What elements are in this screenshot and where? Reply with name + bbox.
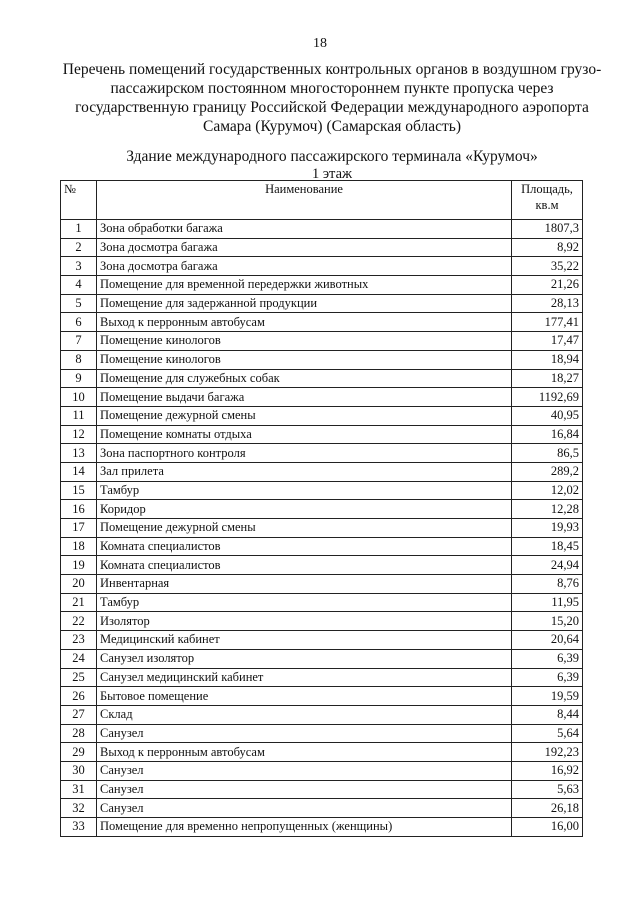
room-name: Помещение кинологов <box>97 350 512 369</box>
room-name: Санузел <box>97 724 512 743</box>
row-number: 26 <box>61 687 97 706</box>
header-name: Наименование <box>97 181 512 220</box>
table-row <box>61 575 583 594</box>
room-area: 18,27 <box>512 369 583 388</box>
table-row <box>61 687 583 706</box>
row-number: 25 <box>61 668 97 687</box>
room-area: 6,39 <box>512 649 583 668</box>
table-row <box>61 724 583 743</box>
room-area: 12,28 <box>512 500 583 519</box>
room-area: 16,84 <box>512 425 583 444</box>
room-area: 19,59 <box>512 687 583 706</box>
table-row <box>61 631 583 650</box>
room-name: Помещение дежурной смены <box>97 519 512 538</box>
room-area: 40,95 <box>512 406 583 425</box>
header-area-line2: кв.м <box>535 198 559 212</box>
row-number: 1 <box>61 220 97 239</box>
room-name: Помещение для задержанной продукции <box>97 294 512 313</box>
header-num: № <box>61 181 97 220</box>
room-name: Зона досмотра багажа <box>97 238 512 257</box>
table-header-row <box>61 181 583 220</box>
row-number: 6 <box>61 313 97 332</box>
row-number: 21 <box>61 593 97 612</box>
room-name: Помещение для временно непропущенных (женщины) <box>97 818 512 837</box>
room-area: 24,94 <box>512 556 583 575</box>
room-name: Помещение выдачи багажа <box>97 388 512 407</box>
table-row <box>61 556 583 575</box>
page-number: 18 <box>313 36 327 51</box>
room-name: Выход к перронным автобусам <box>97 743 512 762</box>
room-area: 289,2 <box>512 462 583 481</box>
room-area: 12,02 <box>512 481 583 500</box>
room-name: Коридор <box>97 500 512 519</box>
table-row <box>61 705 583 724</box>
header-area-line1: Площадь, <box>521 182 573 196</box>
table-row <box>61 612 583 631</box>
room-name: Склад <box>97 705 512 724</box>
row-number: 18 <box>61 537 97 556</box>
row-number: 13 <box>61 444 97 463</box>
room-area: 20,64 <box>512 631 583 650</box>
table-row <box>61 593 583 612</box>
room-area: 16,00 <box>512 818 583 837</box>
floor-label: 1 этаж <box>311 166 353 182</box>
room-area: 86,5 <box>512 444 583 463</box>
room-area: 177,41 <box>512 313 583 332</box>
room-name: Санузел <box>97 799 512 818</box>
room-area: 19,93 <box>512 519 583 538</box>
room-name: Медицинский кабинет <box>97 631 512 650</box>
room-area: 6,39 <box>512 668 583 687</box>
table-row <box>61 761 583 780</box>
room-name: Помещение комнаты отдыха <box>97 425 512 444</box>
room-name: Комната специалистов <box>97 556 512 575</box>
document-title: Перечень помещений государственных контрольных органов в воздушном грузо-пассажирском постоянном многостороннем пункте пропуска через государственную границу Российской Федерации международного аэропорта Самара (Курумоч) (Самарская область) <box>62 61 602 135</box>
row-number: 19 <box>61 556 97 575</box>
table-row <box>61 220 583 239</box>
room-name: Санузел <box>97 761 512 780</box>
row-number: 15 <box>61 481 97 500</box>
room-name: Изолятор <box>97 612 512 631</box>
room-name: Зона досмотра багажа <box>97 257 512 276</box>
row-number: 9 <box>61 369 97 388</box>
row-number: 30 <box>61 761 97 780</box>
room-name: Помещение для временной передержки животных <box>97 276 512 295</box>
room-name: Санузел изолятор <box>97 649 512 668</box>
row-number: 10 <box>61 388 97 407</box>
room-area: 5,64 <box>512 724 583 743</box>
row-number: 16 <box>61 500 97 519</box>
room-area: 1807,3 <box>512 220 583 239</box>
table-row <box>61 350 583 369</box>
table-row <box>61 369 583 388</box>
table-row <box>61 406 583 425</box>
room-name: Помещение дежурной смены <box>97 406 512 425</box>
table-row <box>61 388 583 407</box>
table-row <box>61 668 583 687</box>
row-number: 23 <box>61 631 97 650</box>
table-row <box>61 799 583 818</box>
room-name: Санузел медицинский кабинет <box>97 668 512 687</box>
room-name: Выход к перронным автобусам <box>97 313 512 332</box>
table-row <box>61 425 583 444</box>
table-body <box>61 220 583 837</box>
row-number: 27 <box>61 705 97 724</box>
room-area: 17,47 <box>512 332 583 351</box>
rooms-table <box>60 180 583 837</box>
row-number: 7 <box>61 332 97 351</box>
room-name: Помещение кинологов <box>97 332 512 351</box>
table-row <box>61 743 583 762</box>
table-row <box>61 481 583 500</box>
header-area <box>512 181 583 220</box>
row-number: 4 <box>61 276 97 295</box>
table-row <box>61 462 583 481</box>
row-number: 5 <box>61 294 97 313</box>
row-number: 11 <box>61 406 97 425</box>
table-row <box>61 257 583 276</box>
row-number: 33 <box>61 818 97 837</box>
row-number: 29 <box>61 743 97 762</box>
room-area: 192,23 <box>512 743 583 762</box>
room-area: 8,76 <box>512 575 583 594</box>
room-name: Помещение для служебных собак <box>97 369 512 388</box>
room-area: 21,26 <box>512 276 583 295</box>
building-title: Здание международного пассажирского терминала «Курумоч» <box>126 148 538 165</box>
row-number: 20 <box>61 575 97 594</box>
room-name: Инвентарная <box>97 575 512 594</box>
room-area: 18,45 <box>512 537 583 556</box>
room-name: Санузел <box>97 780 512 799</box>
room-name: Зона обработки багажа <box>97 220 512 239</box>
row-number: 31 <box>61 780 97 799</box>
row-number: 8 <box>61 350 97 369</box>
room-area: 28,13 <box>512 294 583 313</box>
room-area: 16,92 <box>512 761 583 780</box>
row-number: 32 <box>61 799 97 818</box>
room-area: 8,92 <box>512 238 583 257</box>
room-area: 11,95 <box>512 593 583 612</box>
row-number: 22 <box>61 612 97 631</box>
room-area: 8,44 <box>512 705 583 724</box>
room-area: 5,63 <box>512 780 583 799</box>
table-row <box>61 500 583 519</box>
room-name: Комната специалистов <box>97 537 512 556</box>
table-row <box>61 519 583 538</box>
row-number: 17 <box>61 519 97 538</box>
row-number: 24 <box>61 649 97 668</box>
table-row <box>61 276 583 295</box>
room-area: 18,94 <box>512 350 583 369</box>
row-number: 3 <box>61 257 97 276</box>
table-row <box>61 649 583 668</box>
row-number: 2 <box>61 238 97 257</box>
room-name: Тамбур <box>97 481 512 500</box>
room-name: Тамбур <box>97 593 512 612</box>
room-area: 35,22 <box>512 257 583 276</box>
table-row <box>61 780 583 799</box>
table-row <box>61 294 583 313</box>
room-area: 15,20 <box>512 612 583 631</box>
room-name: Зона паспортного контроля <box>97 444 512 463</box>
table-row <box>61 332 583 351</box>
room-area: 26,18 <box>512 799 583 818</box>
table-row <box>61 238 583 257</box>
row-number: 28 <box>61 724 97 743</box>
table-row <box>61 818 583 837</box>
table-row <box>61 444 583 463</box>
room-area: 1192,69 <box>512 388 583 407</box>
row-number: 12 <box>61 425 97 444</box>
room-name: Зал прилета <box>97 462 512 481</box>
row-number: 14 <box>61 462 97 481</box>
table-row <box>61 537 583 556</box>
table-row <box>61 313 583 332</box>
room-name: Бытовое помещение <box>97 687 512 706</box>
